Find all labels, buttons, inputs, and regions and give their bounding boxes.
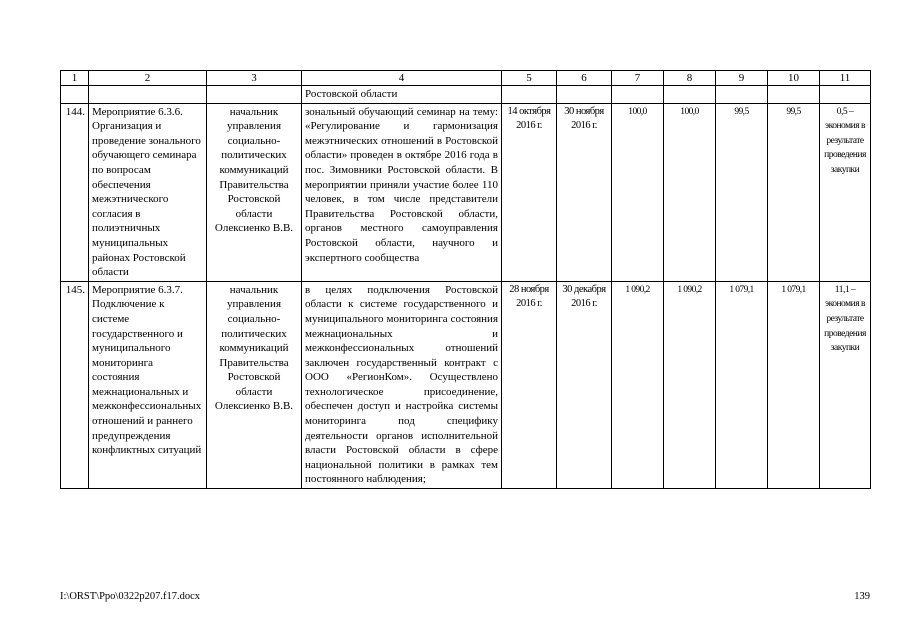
note-col-11: 0,5 – экономия в результате проведения закупки <box>820 103 871 281</box>
header-cell: 10 <box>768 71 820 86</box>
footer-file-path: I:\ORST\Ppo\0322p207.f17.docx <box>60 591 201 602</box>
end-date: 30 ноября 2016 г. <box>557 103 612 281</box>
header-row <box>61 71 871 86</box>
value-col-7: 1 090,2 <box>612 281 664 488</box>
value-col-9: 99,5 <box>716 103 768 281</box>
continuation-text: Ростовской области <box>302 86 502 104</box>
header-cell: 6 <box>557 71 612 86</box>
activity-name: Мероприятие 6.3.6. Организация и проведение зонального обучающего семинара по вопросам обеспечения межэтнического согласия в полиэтничных муниципальных районах Ростовской области <box>89 103 207 281</box>
header-cell: 3 <box>207 71 302 86</box>
result-description: зональный обучающий семинар на тему: «Регулирование и гармонизация межэтнических отношений в Ростовской области» проведен в октябре 2016 года в пос. Зимовники Ростовской области. В мероприятии приняли участие более 110 человек, в том числе представители Правительства Ростовской области, органов местного самоуправления Ростовской области, научного и экспертного сообщества <box>302 103 502 281</box>
activity-name: Мероприятие 6.3.7. Подключение к системе государственного и муниципального мониторинга состояния межнациональных и межконфессиональных отношений и раннего предупреждения конфликтных ситуаций <box>89 281 207 488</box>
table-row <box>61 281 871 488</box>
end-date: 30 декабря 2016 г. <box>557 281 612 488</box>
header-cell: 9 <box>716 71 768 86</box>
header-cell: 5 <box>502 71 557 86</box>
value-col-8: 100,0 <box>664 103 716 281</box>
value-col-10: 1 079,1 <box>768 281 820 488</box>
header-cell: 2 <box>89 71 207 86</box>
row-number: 144. <box>61 103 89 281</box>
value-col-7: 100,0 <box>612 103 664 281</box>
start-date: 14 октября 2016 г. <box>502 103 557 281</box>
header-cell: 4 <box>302 71 502 86</box>
result-description: в целях подключения Ростовской области к системе государственного и муниципального мониторинга состояния межнациональных и межконфессиональных отношений заключен государственный контракт с ООО «РегионКом». Осуществлено технологическое присоединение, обеспечен доступ и настройка системы мониторинга под специфику деятельности органов исполнительной власти Ростовской области в сфере национальной политики в рамках тем постоянного наблюдения; <box>302 281 502 488</box>
footer-page-number: 139 <box>854 591 870 602</box>
row-number: 145. <box>61 281 89 488</box>
responsible-person: начальник управления социально-политических коммуникаций Правительства Ростовской области Олексиенко В.В. <box>207 281 302 488</box>
header-cell: 8 <box>664 71 716 86</box>
header-cell: 11 <box>820 71 871 86</box>
header-cell: 1 <box>61 71 89 86</box>
header-cell: 7 <box>612 71 664 86</box>
note-col-11: 11,1 – экономия в результате проведения закупки <box>820 281 871 488</box>
report-table <box>60 70 871 489</box>
responsible-person: начальник управления социально-политических коммуникаций Правительства Ростовской области Олексиенко В.В. <box>207 103 302 281</box>
start-date: 28 ноября 2016 г. <box>502 281 557 488</box>
value-col-8: 1 090,2 <box>664 281 716 488</box>
value-col-10: 99,5 <box>768 103 820 281</box>
continuation-row <box>61 86 871 104</box>
value-col-9: 1 079,1 <box>716 281 768 488</box>
table-row <box>61 103 871 281</box>
